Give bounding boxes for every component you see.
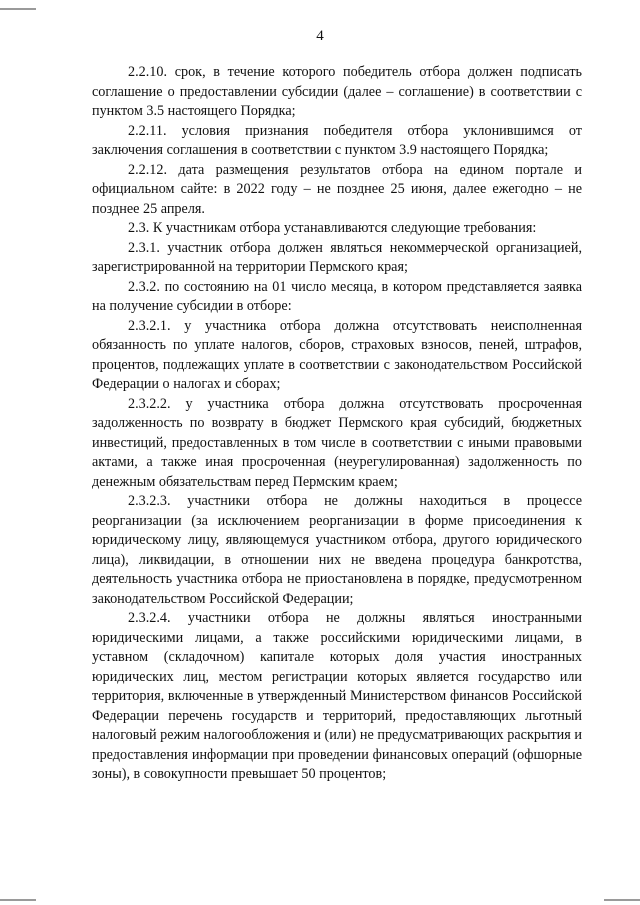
scan-edge-mark-bottom-right [604, 899, 640, 901]
page-number: 4 [316, 28, 324, 44]
scan-edge-mark-top-left [0, 8, 36, 10]
clause-2-2-10: 2.2.10. срок, в течение которого победитель отбора должен подписать соглашение о предоставлении субсидии (далее – соглашение) в соответствии с пунктом 3.5 настоящего Порядка; [92, 64, 582, 119]
scan-edge-mark-bottom-left [0, 899, 36, 901]
clause-2-3-1: 2.3.1. участник отбора должен являться некоммерческой организацией, зарегистрированной на территории Пермского края; [92, 239, 582, 275]
document-body [92, 63, 582, 785]
clause-2-3-2-2: 2.3.2.2. у участника отбора должна отсутствовать просроченная задолженность по возврату в бюджет Пермского края субсидий, бюджетных инвестиций, предоставленных в том числе в соответствии с иными правовыми актами, а также иная просроченная (неурегулированная) задолженность по денежным обязательствам перед Пермским краем; [92, 395, 582, 490]
clause-2-3-2-1: 2.3.2.1. у участника отбора должна отсутствовать неисполненная обязанность по уплате налогов, сборов, страховых взносов, пеней, штрафов, процентов, подлежащих уплате в соответствии с законодательством Российской Федерации о налогах и сборах; [92, 317, 582, 392]
clause-2-3-2: 2.3.2. по состоянию на 01 число месяца, в котором представляется заявка на получение субсидии в отборе: [92, 278, 582, 314]
clause-2-3-2-4: 2.3.2.4. участники отбора не должны являться иностранными юридическими лицами, а также российскими юридическими лицами, в уставном (складочном) капитале которых доля участия иностранных юридических лиц, местом регистрации которых является государство или территория, включенные в утвержденный Министерством финансов Российской Федерации перечень государств и территорий, предоставляющих льготный налоговый режим налогообложения и (или) не предусматривающих раскрытия и предоставления информации при проведении финансовых операций (офшорные зоны), в совокупности превышает 50 процентов; [92, 610, 582, 782]
clause-2-2-12: 2.2.12. дата размещения результатов отбора на едином портале и официальном сайте: в 2022 году – не позднее 25 июня, далее ежегодно – не позднее 25 апреля. [92, 161, 582, 217]
clause-2-2-11: 2.2.11. условия признания победителя отбора уклонившимся от заключения соглашения в соответствии с пунктом 3.9 настоящего Порядка; [92, 122, 582, 158]
clause-2-3-2-3: 2.3.2.3. участники отбора не должны находиться в процессе реорганизации (за исключением реорганизации в форме присоединения к юридическому лицу, являющемуся участником отбора, другого юридического лица), ликвидации, в отношении них не введена процедура банкротства, деятельность участника отбора не приостановлена в порядке, предусмотренном законодательством Российской Федерации; [92, 493, 582, 607]
clause-2-3: 2.3. К участникам отбора устанавливаются следующие требования: [128, 220, 537, 236]
